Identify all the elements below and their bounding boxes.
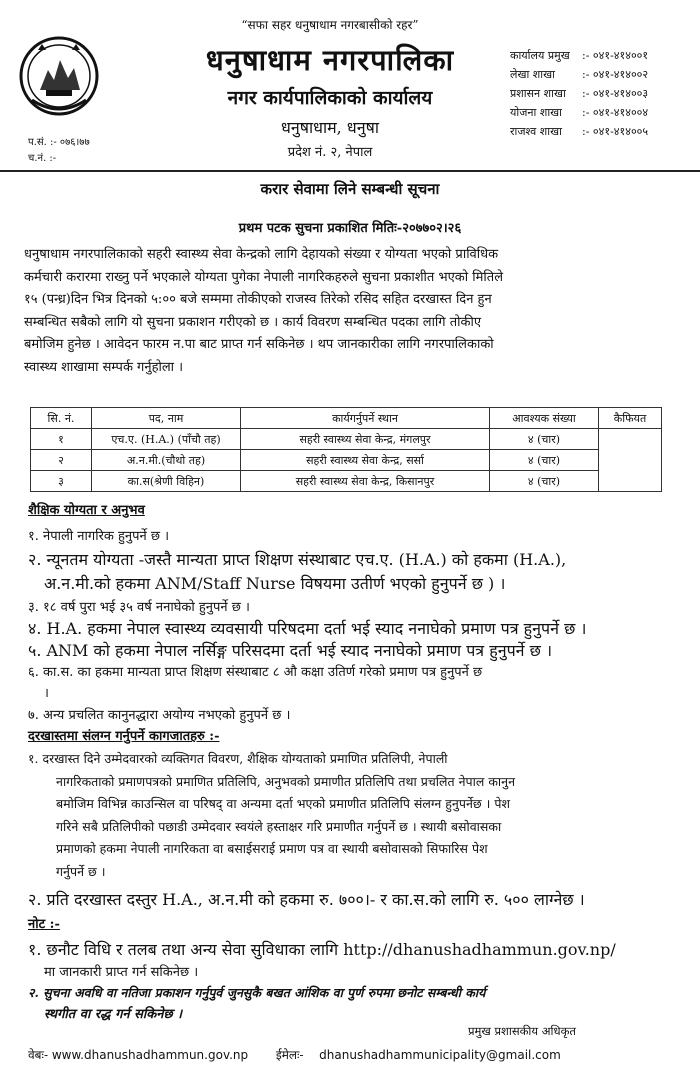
documents-item-2: २. प्रति दरखास्त दस्तुर H.A., अ.न.मी को हकमा रु. ७००।- र का.स.को लागि रु. ५०० लाग्नेछ । [28,890,585,909]
note-item-2-cont: स्थगीत वा रद्ध गर्न सकिनेछ । [44,1007,183,1022]
email-label: ईमेलः- [275,1048,304,1062]
signer-title: प्रमुख प्रशासकीय अधिकृत [468,1024,576,1038]
nepal-emblem-icon [18,30,100,122]
table-row: ३ का.स(श्रेणी विहिन) सहरी स्वास्थ्य सेवा केन्द्र, किसानपुर ४ (चार) [31,471,662,492]
contact-row: प्रशासन शाखा :- ०४१-४१४००३ [510,87,649,100]
website-link[interactable]: www.dhanushadhammun.gov.np [51,1048,249,1062]
header-divider [0,170,700,172]
contact-row: कार्यालय प्रमुख :- ०४१-४१४००१ [510,49,649,62]
note-item-1-cont: मा जानकारी प्राप्त गर्न सकिनेछ । [44,965,199,980]
office-name: नगर कार्यपालिकाको कार्यालय [227,87,433,109]
qualification-item: ६. का.स. का हकमा मान्यता प्राप्त शिक्षण संस्थाबाट ८ औ कक्षा उतिर्ण गरेको प्रमाण पत्र हुनुपर्ने छ [28,665,483,680]
table-row: २ अ.न.मी.(चौथो तह) सहरी स्वास्थ्य सेवा केन्द्र, सर्सा ४ (चार) [31,450,662,471]
address-line2: प्रदेश नं. २, नेपाल [287,145,373,160]
footer [28,1046,561,1063]
qualifications-heading: शैक्षिक योग्यता र अनुभव [28,503,145,518]
qualification-item: २. न्यूनतम योग्यता -जस्तै मान्यता प्राप्त शिक्षण संस्थाबाट एच.ए. (H.A.) को हकमा (H.A.), [28,550,567,569]
qualification-item: ४. H.A. हकमा नेपाल स्वास्थ्य व्यवसायी परिषदमा दर्ता भई स्याद ननाघेको प्रमाण पत्र हुनुपर्ने छ । [28,619,587,638]
publish-date: प्रथम पटक सुचना प्रकाशित मितिः-२०७७०२।२६ [238,221,462,236]
qualification-item: । [44,686,49,701]
intro-paragraph: धनुषाधाम नगरपालिकाको सहरी स्वास्थ्य सेवा केन्द्रको लागि देहायको संख्या र योग्यता भएको प्राविधिक कर्मचारी करारमा राख्नु पर्ने भएकाले योग्यता पुगेका नेपाली नागरिकहरुले सुचना प्रकाशीत भएको मितिले १५ (पन्ध्र)दिन भित्र दिनको ५:०० बजे सम्ममा तोकीएको राजस्व तिरेको रसिद सहित दरखास्त दिन हुन सम्बन्धित सबैको लागि यो सुचना प्रकाशन गरीएको छ । कार्य विवरण सम्बन्धित पदका लागि तोकीए बमोजिम हुनेछ । आवेदन फारम न.पा बाट प्राप्त गर्न सकिनेछ । थप जानकारीका लागि नगरपालिकाको स्वास्थ्य शाखामा सम्पर्क गर्नुहोला । [24,247,504,375]
contact-row: राजश्व शाखा :- ०४१-४१४००५ [510,125,649,138]
notes-heading: नोट :- [28,917,60,932]
qualification-item: ३. १८ वर्ष पुरा भई ३५ वर्ष ननाघेको हुनुपर्ने छ । [28,600,250,615]
qualification-item: ७. अन्य प्रचलित कानुनद्धारा अयोग्य नभएको हुनुपर्ने छ । [28,708,291,723]
qualification-item: १. नेपाली नागरिक हुनुपर्ने छ । [28,529,170,544]
documents-heading: दरखास्तमा संलग्न गर्नुपर्ने कागजातहरु :- [28,729,220,744]
ref-fiscal: प.सं. :- ०७६।७७ [28,137,90,148]
table-row: १ एच.ए. (H.A.) (पाँचौ तह) सहरी स्वास्थ्य सेवा केन्द्र, मंगलपुर ४ (चार) [31,429,662,450]
note-item-1: १. छनौट विधि र तलब तथा अन्य सेवा सुविधाका लागि http://dhanushadhammun.gov.np/ [28,940,616,959]
note-item-2: २. सुचना अवधि वा नतिजा प्रकाशन गर्नुपुर्व जुनसुकै बखत आंशिक वा पुर्ण रुपमा छनोट सम्बन्धी कार्य [28,985,486,1000]
ref-dispatch: च.नं. :- [28,153,57,164]
web-label: वेबः- [28,1048,49,1062]
contact-row: योजना शाखा :- ०४१-४१४००४ [510,106,649,119]
address-line1: धनुषाधाम, धनुषा [281,118,379,137]
email-link[interactable]: dhanushadhammunicipality@gmail.com [319,1048,561,1062]
contacts-list [510,46,690,141]
table-header-row: सि. नं. पद, नाम कार्यगर्नुपर्ने स्थान आवश्यक संख्या कैफियत [31,408,662,429]
qualification-item: अ.न.मी.को हकमा ANM/Staff Nurse विषयमा उतीर्ण भएको हुनुपर्ने छ ) । [44,574,506,593]
motto: “सफा सहर धनुषाधाम नगरबासीको रहर” [241,18,419,32]
qualification-item: ५. ANM को हकमा नेपाल नर्सिङ्ग परिसदमा दर्ता भई स्याद ननाघेको प्रमाण पत्र हुनुपर्ने छ । [28,641,553,660]
documents-item-1: १. दरखास्त दिने उम्मेदवारको व्यक्तिगत विवरण, शैक्षिक योग्यताको प्रमाणित प्रतिलिपी, नेपाली नागरिकताको प्रमाणपत्रको प्रमाणित प्रतिलिपि, अनुभवको प्रमाणीत प्रतिलिपि तथा प्रचलित नेपाल कानुन बमोजिम विभिन्न काउन्सिल वा परिषद् वा अन्यमा दर्ता भएको प्रमाणीत प्रतिलिपि संलग्न हुनुपर्नेछ । पेश गरिने सबै प्रतिलिपीको पछाडी उम्मेदवार स्वयंले हस्ताक्षर गरि प्रमाणीत गर्नुपर्ने छ । स्थायी बसोवासका प्रमाणको हकमा नेपाली नागरिकता वा बसाईसराई प्रमाण पत्र वा स्थायी बसोवासको सिफारिस पेश गर्नुपर्ने छ । [28,751,516,879]
org-name: धनुषाधाम नगरपालिका [205,43,455,77]
notice-subject: करार सेवामा लिने सम्बन्धी सूचना [260,180,440,198]
contact-row: लेखा शाखा :- ०४१-४१४००२ [510,68,649,81]
posts-table [30,407,662,492]
